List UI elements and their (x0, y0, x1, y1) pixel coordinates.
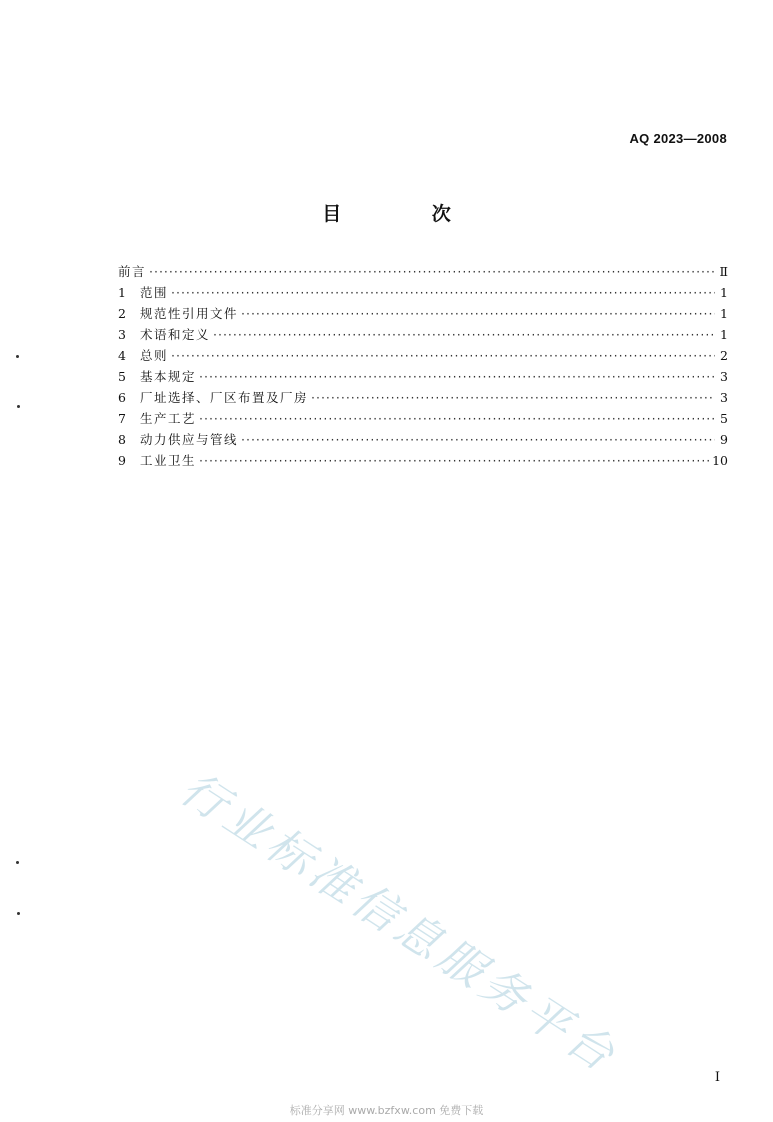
toc-entry-title: 工业卫生 (140, 453, 197, 468)
toc-leader-dots (199, 369, 715, 384)
toc-entry-page: 2 (720, 348, 728, 363)
table-of-contents (118, 262, 728, 472)
toc-entry-title: 规范性引用文件 (140, 306, 239, 321)
toc-entry-page: Ⅱ (719, 264, 728, 279)
toc-entry-page: 3 (720, 369, 728, 384)
toc-entry[interactable] (118, 388, 728, 409)
toc-entry-page: 5 (720, 411, 728, 426)
toc-entry-title: 生产工艺 (140, 411, 197, 426)
toc-title: 目 次 (322, 203, 493, 225)
scan-speck (16, 355, 19, 358)
toc-entry[interactable] (118, 262, 728, 283)
standard-code: AQ 2023—2008 (629, 131, 727, 146)
toc-entry[interactable] (118, 283, 728, 304)
toc-entry[interactable] (118, 409, 728, 430)
toc-entry-number: 2 (118, 306, 126, 321)
toc-entry-number: 8 (118, 432, 126, 447)
toc-entry-page: 3 (720, 390, 728, 405)
toc-leader-dots (199, 453, 709, 468)
toc-entry-number: 3 (118, 327, 126, 342)
toc-entry[interactable] (118, 430, 728, 451)
toc-leader-dots (241, 432, 715, 447)
watermark: 行业标准信息服务平台 (171, 761, 628, 1084)
toc-entry-number: 6 (118, 390, 126, 405)
toc-leader-dots (213, 327, 715, 342)
toc-entry-title: 厂址选择、厂区布置及厂房 (140, 390, 309, 405)
toc-entry-page: 1 (720, 327, 728, 342)
toc-entry-number: 5 (118, 369, 126, 384)
toc-entry-number: 9 (118, 453, 126, 468)
toc-entry-number: 1 (118, 285, 126, 300)
toc-entry-title: 前言 (118, 264, 147, 279)
toc-entry[interactable] (118, 346, 728, 367)
scan-speck (17, 912, 20, 915)
toc-entry-title: 基本规定 (140, 369, 197, 384)
toc-leader-dots (241, 306, 715, 321)
toc-entry-page: 1 (720, 285, 728, 300)
footer-notice: 标准分享网 www.bzfxw.com 免费下载 (289, 1104, 484, 1117)
scan-speck (17, 405, 20, 408)
toc-entry[interactable] (118, 304, 728, 325)
toc-entry-title: 术语和定义 (140, 327, 211, 342)
toc-entry-title: 范围 (140, 285, 169, 300)
scan-speck (16, 861, 19, 864)
toc-entry-title: 动力供应与管线 (140, 432, 239, 447)
toc-entry[interactable] (118, 451, 728, 472)
toc-entry-page: 10 (712, 453, 728, 468)
toc-entry[interactable] (118, 325, 728, 346)
toc-entry-number: 4 (118, 348, 126, 363)
page-number: I (714, 1070, 720, 1085)
toc-leader-dots (171, 348, 715, 363)
toc-entry[interactable] (118, 367, 728, 388)
toc-entry-number: 7 (118, 411, 126, 426)
toc-leader-dots (171, 285, 715, 300)
toc-entry-page: 1 (720, 306, 728, 321)
toc-leader-dots (311, 390, 715, 405)
toc-entry-title: 总则 (140, 348, 169, 363)
toc-leader-dots (199, 411, 715, 426)
toc-leader-dots (149, 264, 715, 279)
toc-entry-page: 9 (720, 432, 728, 447)
